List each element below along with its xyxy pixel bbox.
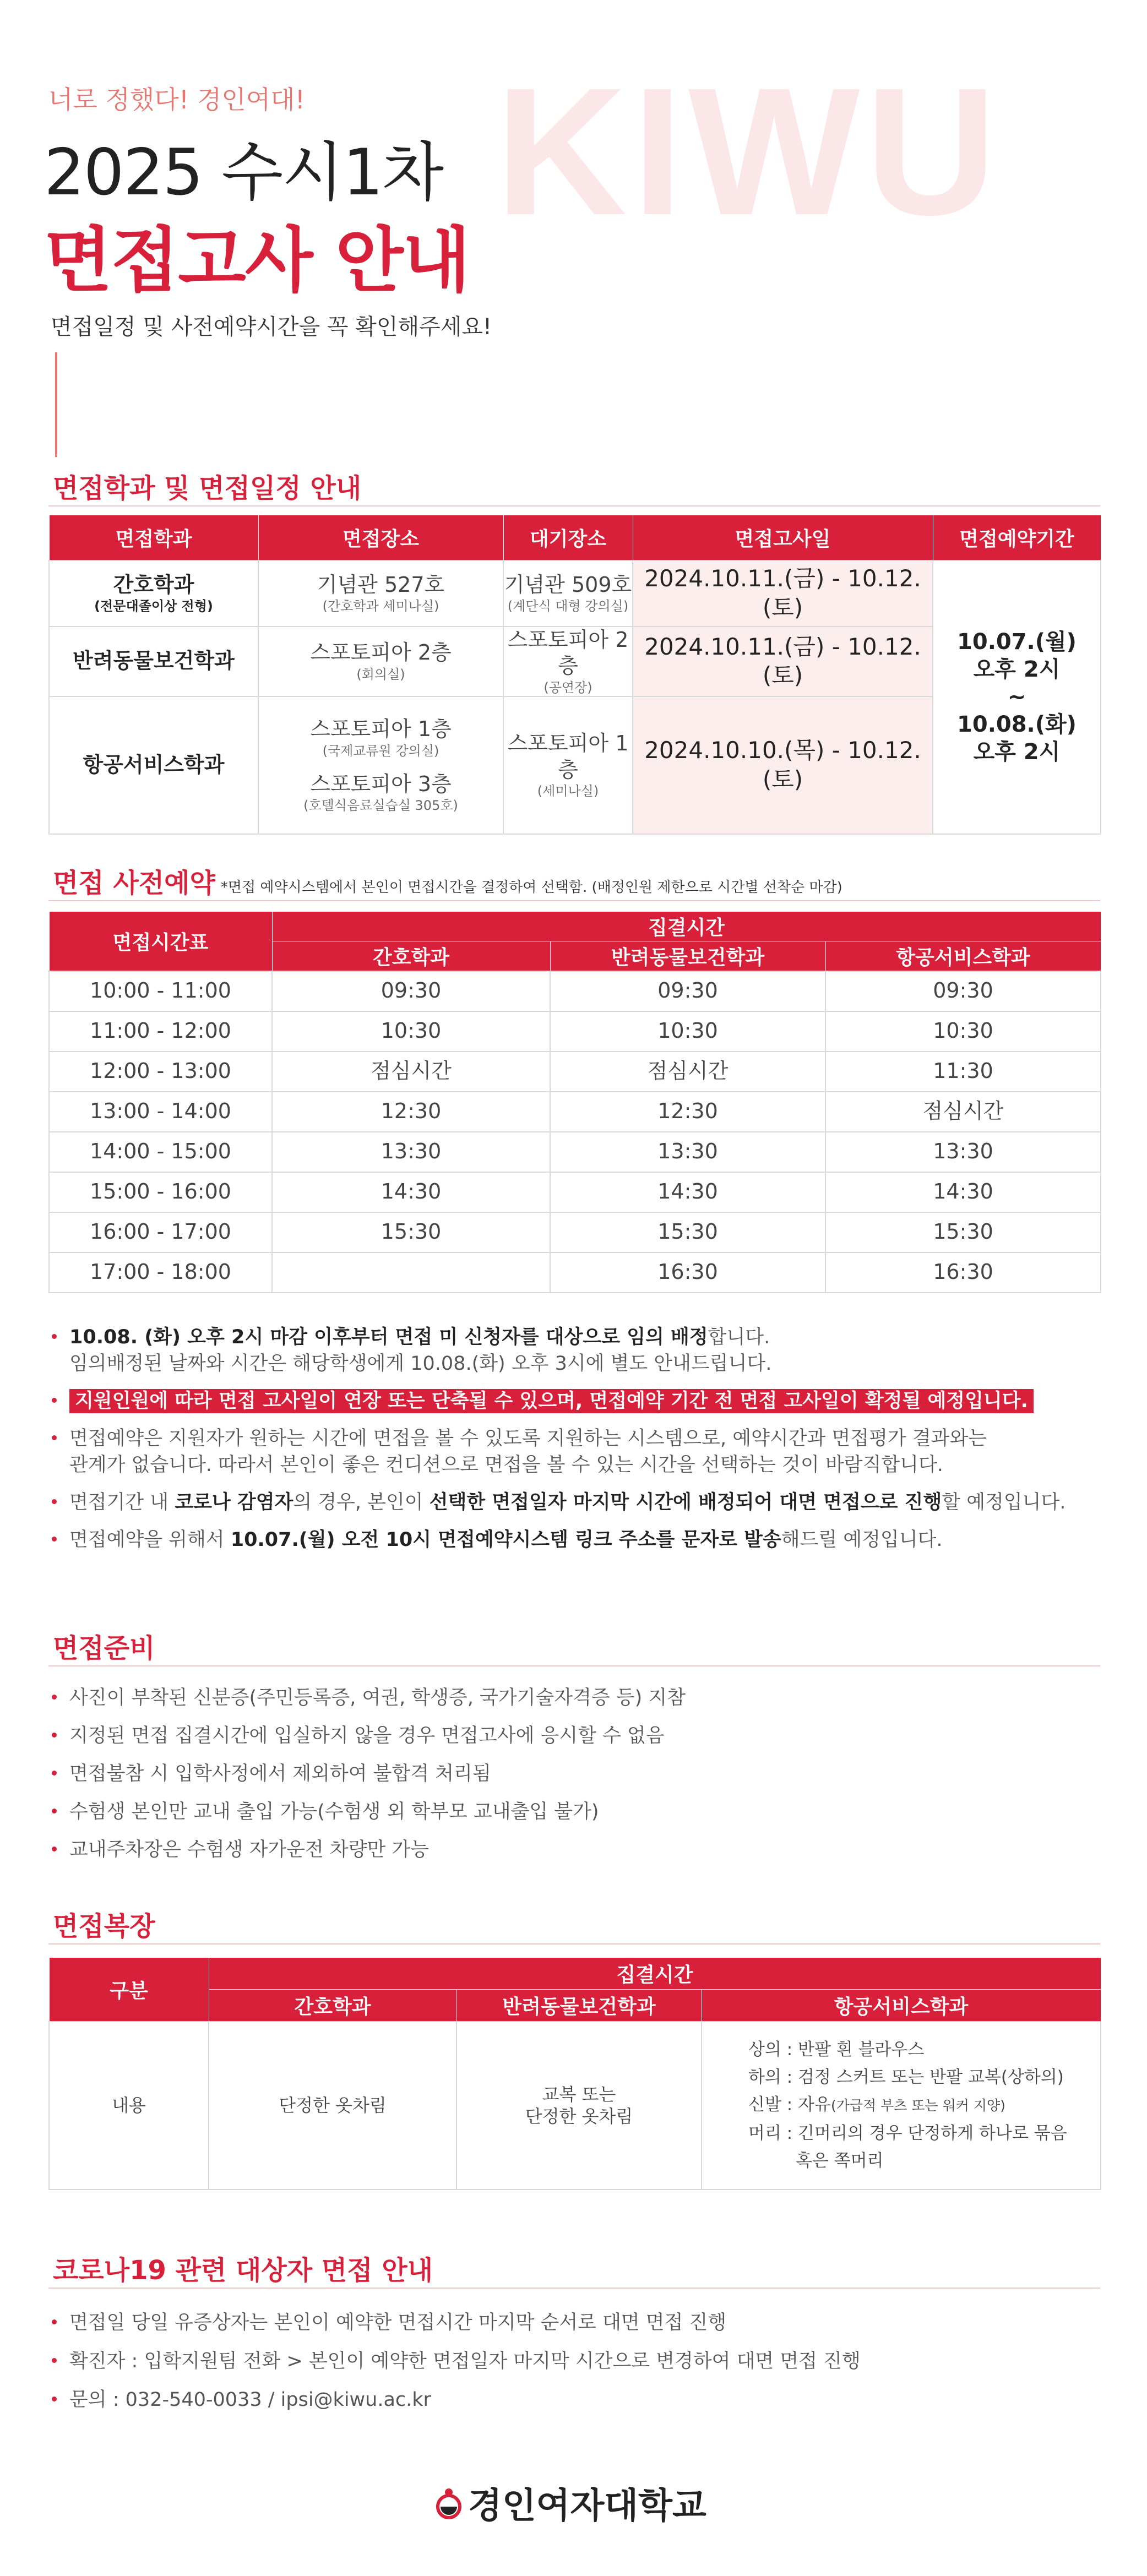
gather-time-cell: 12:30 [272, 1092, 550, 1132]
col-header: 구분 [49, 1958, 209, 2022]
table-row [49, 1092, 1101, 1132]
row-label: 내용 [49, 2022, 209, 2190]
gather-time-cell: 15:30 [550, 1212, 825, 1252]
gather-time-cell: 14:30 [272, 1172, 550, 1212]
col-header: 간호학과 [209, 1990, 456, 2022]
dept-cell: 항공서비스학과 [49, 696, 258, 834]
time-slot-cell: 11:00 - 12:00 [49, 1011, 272, 1052]
list-item: 면접예약을 위해서 10.07.(월) 오전 10시 면접예약시스템 링크 주소를 문자로 발송해드릴 예정입니다. [48, 1527, 1095, 1553]
table-row [49, 1011, 1101, 1052]
gather-time-cell: 14:30 [550, 1172, 825, 1212]
list-item: 면접일 당일 유증상자는 본인이 예약한 면접시간 마지막 순서로 대면 면접 진행 [48, 2310, 1095, 2336]
time-slot-cell: 12:00 - 13:00 [49, 1052, 272, 1092]
gather-time-cell: 09:30 [272, 971, 550, 1011]
gather-time-cell: 16:30 [825, 1252, 1101, 1293]
covid-list [48, 2310, 1095, 2413]
section-divider [48, 505, 1100, 507]
place-cell: 기념관 527호 (간호학과 세미나실) [258, 560, 503, 627]
gather-time-cell: 13:30 [825, 1132, 1101, 1172]
prep-heading: 면접준비 [53, 1633, 155, 1664]
table-row [49, 560, 1101, 627]
gather-time-cell: 점심시간 [825, 1092, 1101, 1132]
pretitle: 너로 정했다! 경인여대! [48, 85, 306, 115]
covid-heading: 코로나19 관련 대상자 면접 안내 [53, 2255, 433, 2286]
table-row [49, 1172, 1101, 1212]
nursing-dress: 단정한 옷차림 [209, 2022, 456, 2190]
page-subtitle: 면접일정 및 사전예약시간을 꼭 확인해주세요! [51, 314, 492, 340]
section-divider [48, 1943, 1100, 1945]
gather-time-cell: 10:30 [550, 1011, 825, 1052]
list-item: 면접불참 시 입학사정에서 제외하여 불합격 처리됨 [48, 1761, 1095, 1787]
table-row [49, 1252, 1101, 1293]
section-divider [48, 1665, 1100, 1666]
prep-list [48, 1685, 1095, 1863]
wait-cell: 스포토피아 1층 (세미나실) [503, 696, 633, 834]
list-item: 교내주차장은 수험생 자가운전 차량만 가능 [48, 1837, 1095, 1863]
col-header: 대기장소 [503, 515, 633, 560]
schedule-heading: 면접학과 및 면접일정 안내 [53, 473, 362, 504]
col-header: 면접장소 [258, 515, 503, 560]
university-name: 경인여자대학교 [468, 2486, 706, 2526]
reservation-heading: 면접 사전예약 *면접 예약시스템에서 본인이 면접시간을 결정하여 선택함. (배정인원 제한으로 시간별 선착순 마감) [53, 868, 842, 898]
gather-time-cell [272, 1252, 550, 1293]
table-row [49, 1212, 1101, 1252]
decorative-line [55, 352, 57, 457]
kiwu-watermark: KIWU [496, 50, 1002, 253]
list-item: 10.08. (화) 오후 2시 마감 이후부터 면접 미 신청자를 대상으로 임의 배정합니다. 임의배정된 날짜와 시간은 해당학생에게 10.08.(화) 오후 3시에 별도 안내드립니다. [48, 1324, 1095, 1377]
time-slot-cell: 13:00 - 14:00 [49, 1092, 272, 1132]
table-row [49, 1052, 1101, 1092]
section-divider [48, 2288, 1100, 2289]
reservation-note: *면접 예약시스템에서 본인이 면접시간을 결정하여 선택함. (배정인원 제한으로 시간별 선착순 마감) [220, 879, 842, 896]
table-row [49, 1132, 1101, 1172]
col-header: 반려동물보건학과 [456, 1990, 702, 2022]
gather-time-cell: 16:30 [550, 1252, 825, 1293]
list-item: 면접기간 내 코로나 감염자의 경우, 본인이 선택한 면접일자 마지막 시간에 배정되어 대면 면접으로 진행할 예정입니다. [48, 1489, 1095, 1516]
page-title-line2: 면접고사 안내 [44, 220, 470, 302]
schedule-table [48, 515, 1101, 835]
col-header: 면접시간표 [49, 912, 272, 971]
university-emblem-icon [430, 2484, 468, 2522]
list-item: 지원인원에 따라 면접 고사일이 연장 또는 단축될 수 있으며, 면접예약 기간 전 면접 고사일이 확정될 예정입니다. [48, 1388, 1095, 1414]
col-group-header: 집결시간 [209, 1958, 1101, 1990]
reserve-period-cell: 10.07.(월) 오후 2시 ~ 10.08.(화) 오후 2시 [933, 560, 1101, 834]
gather-time-cell: 09:30 [550, 971, 825, 1011]
list-item: 지정된 면접 집결시간에 입실하지 않을 경우 면접고사에 응시할 수 없음 [48, 1723, 1095, 1749]
table-row [49, 971, 1101, 1011]
list-item: 사진이 부착된 신분증(주민등록증, 여권, 학생증, 국가기술자격증 등) 지참 [48, 1685, 1095, 1711]
time-slot-cell: 14:00 - 15:00 [49, 1132, 272, 1172]
date-cell: 2024.10.11.(금) - 10.12.(토) [633, 560, 933, 627]
col-header: 면접예약기간 [933, 515, 1101, 560]
time-slot-cell: 17:00 - 18:00 [49, 1252, 272, 1293]
col-header: 항공서비스학과 [702, 1990, 1101, 2022]
air-dress: 상의 : 반팔 흰 블라우스 하의 : 검정 스커트 또는 반팔 교복(상하의) 신발 : 자유(가급적 부츠 또는 워커 지양) 머리 : 긴머리의 경우 단정하게 하나로 묶음 혹은 쪽머리 [702, 2022, 1101, 2190]
gather-time-cell: 14:30 [825, 1172, 1101, 1212]
time-slot-cell: 10:00 - 11:00 [49, 971, 272, 1011]
table-row [49, 2022, 1101, 2190]
gather-time-cell: 10:30 [272, 1011, 550, 1052]
place-cell: 스포토피아 1층 (국제교류원 강의실) 스포토피아 3층 (호텔식음료실습실 305호) [258, 696, 503, 834]
wait-cell: 기념관 509호 (계단식 대형 강의실) [503, 560, 633, 627]
dress-heading: 면접복장 [53, 1911, 155, 1942]
wait-cell: 스포토피아 2층 (공연장) [503, 627, 633, 696]
gather-time-cell: 12:30 [550, 1092, 825, 1132]
col-header: 간호학과 [272, 941, 550, 971]
col-header: 항공서비스학과 [825, 941, 1101, 971]
col-header: 면접고사일 [633, 515, 933, 560]
page-title-line1: 2025 수시1차 [44, 135, 443, 210]
date-cell: 2024.10.10.(목) - 10.12.(토) [633, 696, 933, 834]
gather-time-cell: 09:30 [825, 971, 1101, 1011]
gather-time-cell: 13:30 [550, 1132, 825, 1172]
gather-time-cell: 13:30 [272, 1132, 550, 1172]
gather-time-cell: 11:30 [825, 1052, 1101, 1092]
reservation-notes [48, 1324, 1095, 1553]
time-slot-cell: 16:00 - 17:00 [49, 1212, 272, 1252]
list-item: 수험생 본인만 교내 출입 가능(수험생 외 학부모 교내출입 불가) [48, 1799, 1095, 1825]
footer-logo [430, 2477, 706, 2528]
gather-time-cell: 15:30 [825, 1212, 1101, 1252]
reservation-table [48, 911, 1101, 1293]
pet-dress: 교복 또는 단정한 옷차림 [456, 2022, 702, 2190]
contact-info: 문의 : 032-540-0033 / ipsi@kiwu.ac.kr [48, 2387, 1095, 2413]
col-header: 면접학과 [49, 515, 258, 560]
gather-time-cell: 점심시간 [272, 1052, 550, 1092]
dept-cell: 간호학과 (전문대졸이상 전형) [49, 560, 258, 627]
col-header: 반려동물보건학과 [550, 941, 825, 971]
gather-time-cell: 15:30 [272, 1212, 550, 1252]
col-group-header: 집결시간 [272, 912, 1101, 941]
section-divider [48, 900, 1100, 901]
gather-time-cell: 점심시간 [550, 1052, 825, 1092]
list-item: 면접예약은 지원자가 원하는 시간에 면접을 볼 수 있도록 지원하는 시스템으로, 예약시간과 면접평가 결과와는 관계가 없습니다. 따라서 본인이 좋은 컨디션으로 면접을 볼 수 있는 시간을 선택하는 것이 바람직합니다. [48, 1425, 1095, 1478]
place-cell: 스포토피아 2층 (회의실) [258, 627, 503, 696]
time-slot-cell: 15:00 - 16:00 [49, 1172, 272, 1212]
date-cell: 2024.10.11.(금) - 10.12.(토) [633, 627, 933, 696]
dress-table [48, 1957, 1101, 2190]
list-item: 확진자 : 입학지원팀 전화 > 본인이 예약한 면접일자 마지막 시간으로 변경하여 대면 면접 진행 [48, 2348, 1095, 2375]
gather-time-cell: 10:30 [825, 1011, 1101, 1052]
dept-cell: 반려동물보건학과 [49, 627, 258, 696]
